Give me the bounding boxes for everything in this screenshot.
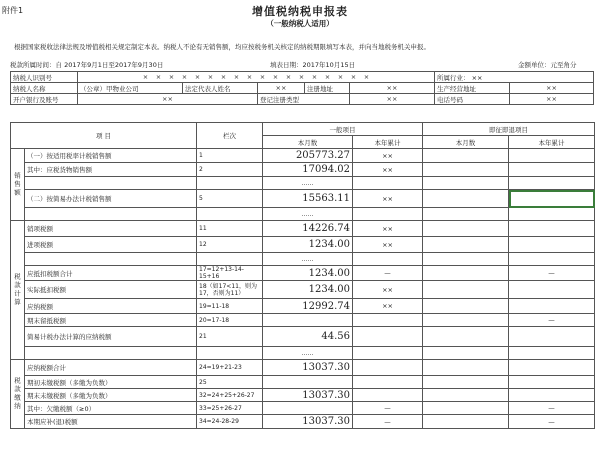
row-immediate-month[interactable] [423,347,509,360]
table-row [11,253,595,266]
table-row [11,237,595,253]
taxpayer-id-digit: × [181,73,188,81]
phone-label: 电话号码 [435,94,510,105]
fill-date: 填表日期：2017年10月15日 [270,61,356,69]
reg-address-value[interactable]: ×× [350,83,435,94]
prod-address-label: 生产经营地址 [435,83,510,94]
row-label: （二）按简易办法计税销售额 [25,190,197,208]
row-immediate-month[interactable] [423,415,509,429]
table-row [11,389,595,402]
form-title: 增值税纳税申报表 [252,5,348,18]
row-cumulative-value[interactable]: ×× [353,149,423,163]
table-row [11,347,595,360]
row-immediate-month[interactable] [423,327,509,347]
taxpayer-id-digit: × [168,73,175,81]
row-column-no: 25 [197,376,263,389]
row-immediate-month[interactable] [423,237,509,253]
row-column-no: 17=12+13-14-15+16 [197,266,263,281]
row-column-no: 32=24+25+26-27 [197,389,263,402]
column-no-header: 栏次 [197,123,263,149]
row-month-value[interactable]: 13037.30 [263,415,353,429]
row-label: 其中：应税货物销售额 [25,163,197,177]
table-row [11,177,595,190]
row-column-no [197,253,263,266]
table-row [11,266,595,281]
table-row [11,281,595,299]
taxpayer-id-digit: × [246,73,253,81]
table-row [11,415,595,429]
legal-rep-value[interactable]: ×× [258,83,305,94]
row-month-value[interactable]: 1234.00 [263,237,353,253]
item-header: 项 目 [11,123,197,149]
row-month-value[interactable] [263,402,353,415]
row-month-value[interactable]: 17094.02 [263,163,353,177]
row-immediate-cumulative[interactable] [509,281,595,299]
row-immediate-month[interactable] [423,314,509,327]
form-subtitle: （一般纳税人适用） [266,19,334,28]
row-cumulative-value[interactable] [353,208,423,221]
section-label-tax_pay: 税款缴纳 [11,360,25,429]
taxpayer-id-marks [139,73,373,81]
cumulative-header-2: 本年累计 [509,136,595,149]
taxpayer-id-digit: × [142,73,149,81]
form-intro: 根据国家税收法律法规及增值税相关规定制定本表。纳税人不论有无销售额，均应按税务机关核定的纳税期限填写本表，并向当地税务机关申报。 [14,43,430,51]
row-immediate-month[interactable] [423,360,509,376]
immediate-refund-header: 即征即退项目 [423,123,595,136]
row-immediate-cumulative[interactable] [509,299,595,314]
row-column-no [197,177,263,190]
taxpayer-name-label: 纳税人名称 [11,83,78,94]
row-month-value[interactable]: 1234.00 [263,266,353,281]
cumulative-header: 本年累计 [353,136,423,149]
industry-label: 所属行业： ×× [435,72,594,83]
table-row [11,190,595,208]
row-immediate-month[interactable] [423,190,509,208]
row-immediate-cumulative[interactable] [509,190,595,208]
appendix-label: 附件1 [2,6,24,15]
row-cumulative-value[interactable]: ×× [353,221,423,237]
row-column-no [197,208,263,221]
row-cumulative-value[interactable]: — [353,415,423,429]
taxpayer-info-table [10,71,594,105]
row-immediate-month[interactable] [423,208,509,221]
row-column-no [197,347,263,360]
row-month-value[interactable]: 205773.27 [263,149,353,163]
row-month-value[interactable]: ...... [263,177,353,190]
row-immediate-cumulative[interactable] [509,327,595,347]
row-immediate-cumulative[interactable] [509,177,595,190]
row-month-value[interactable] [263,376,353,389]
table-row [11,402,595,415]
table-row [11,360,595,376]
row-immediate-month[interactable] [423,221,509,237]
row-immediate-cumulative[interactable] [509,221,595,237]
row-cumulative-value[interactable] [353,389,423,402]
row-month-value[interactable]: 13037.30 [263,360,353,376]
row-cumulative-value[interactable] [353,253,423,266]
row-label [25,347,197,360]
row-column-no: 18（如17<11，则为17，否则为11） [197,281,263,299]
row-column-no: 33=25+26-27 [197,402,263,415]
row-column-no: 19=11-18 [197,299,263,314]
row-label [25,177,197,190]
row-month-value[interactable] [263,314,353,327]
row-cumulative-value[interactable] [353,360,423,376]
row-label: 应纳税额合计 [25,360,197,376]
row-immediate-cumulative[interactable]: — [509,314,595,327]
row-label: 期末留抵税额 [25,314,197,327]
row-immediate-cumulative[interactable] [509,376,595,389]
row-column-no: 21 [197,327,263,347]
row-immediate-cumulative[interactable] [509,360,595,376]
row-label: 简易计税办法计算的应纳税额 [25,327,197,347]
taxpayer-id-digit: × [259,73,266,81]
row-month-value[interactable]: ...... [263,208,353,221]
prod-address-value[interactable]: ×× [510,83,594,94]
taxpayer-id-digit: × [337,73,344,81]
row-label: 其中：欠缴税额（≥0） [25,402,197,415]
row-cumulative-value[interactable]: ×× [353,299,423,314]
row-cumulative-value[interactable]: ×× [353,190,423,208]
reg-type-value[interactable]: ×× [350,94,435,105]
month-header-2: 本月数 [423,136,509,149]
table-row [11,327,595,347]
row-immediate-month[interactable] [423,177,509,190]
row-month-value[interactable]: 44.56 [263,327,353,347]
row-column-no: 2 [197,163,263,177]
row-label [25,208,197,221]
row-cumulative-value[interactable] [353,347,423,360]
taxpayer-id-digit: × [272,73,279,81]
row-column-no: 1 [197,149,263,163]
row-immediate-cumulative[interactable]: — [509,266,595,281]
row-column-no: 24=19+21-23 [197,360,263,376]
taxpayer-id-digit: × [207,73,214,81]
section-label-sales: 销售额 [11,149,25,221]
declaration-table [10,122,595,429]
row-immediate-month[interactable] [423,266,509,281]
row-column-no: 12 [197,237,263,253]
row-column-no: 34=24-28-29 [197,415,263,429]
row-immediate-cumulative[interactable] [509,253,595,266]
table-row [11,376,595,389]
row-label: 期初未缴税额（多缴为负数） [25,376,197,389]
row-immediate-month[interactable] [423,281,509,299]
row-label: 进项税额 [25,237,197,253]
taxpayer-id-digit: × [194,73,201,81]
row-immediate-month[interactable] [423,402,509,415]
legal-rep-label: 法定代表人姓名 [183,83,258,94]
row-month-value[interactable]: 13037.30 [263,389,353,402]
reg-address-label: 注册地址 [305,83,350,94]
row-immediate-cumulative[interactable] [509,347,595,360]
general-project-header: 一般项目 [263,123,423,136]
row-column-no: 5 [197,190,263,208]
taxpayer-id-digit: × [220,73,227,81]
taxpayer-id-digit: × [285,73,292,81]
row-immediate-month[interactable] [423,389,509,402]
row-cumulative-value[interactable] [353,376,423,389]
row-immediate-month[interactable] [423,299,509,314]
row-cumulative-value[interactable]: — [353,402,423,415]
table-row [11,314,595,327]
row-cumulative-value[interactable]: ×× [353,237,423,253]
row-label [25,253,197,266]
taxpayer-name-value[interactable]: （公章）甲物业公司 [78,83,183,94]
row-month-value[interactable]: 14226.74 [263,221,353,237]
taxpayer-id-label: 纳税人识别号 [11,72,78,83]
taxpayer-id-field[interactable] [78,72,435,83]
taxpayer-id-digit: × [155,73,162,81]
row-column-no: 11 [197,221,263,237]
section-label-tax_calc: 税款计算 [11,221,25,360]
row-immediate-cumulative[interactable]: — [509,415,595,429]
row-cumulative-value[interactable]: ×× [353,163,423,177]
row-label: 应纳税额 [25,299,197,314]
row-month-value[interactable]: 1234.00 [263,281,353,299]
row-label: （一）按适用税率计税销售额 [25,149,197,163]
table-row [11,299,595,314]
table-row [11,221,595,237]
row-month-value[interactable]: ...... [263,347,353,360]
table-row [11,208,595,221]
bank-account-label: 开户银行及账号 [11,94,78,105]
industry-value: ×× [471,73,483,82]
month-header: 本月数 [263,136,353,149]
row-label: 实际抵扣税额 [25,281,197,299]
taxpayer-id-digit: × [363,73,370,81]
row-immediate-cumulative[interactable] [509,237,595,253]
table-row [11,163,595,177]
bank-account-value[interactable]: ×× [78,94,258,105]
row-immediate-cumulative[interactable] [509,208,595,221]
reg-type-label: 登记注册类型 [258,94,350,105]
row-column-no: 20=17-18 [197,314,263,327]
row-immediate-cumulative[interactable]: — [509,402,595,415]
taxpayer-id-digit: × [298,73,305,81]
amount-unit: 金额单位：元至角分 [518,61,577,69]
row-cumulative-value[interactable] [353,314,423,327]
row-label: 应抵扣税额合计 [25,266,197,281]
row-immediate-month[interactable] [423,376,509,389]
row-immediate-cumulative[interactable] [509,149,595,163]
row-immediate-cumulative[interactable] [509,163,595,177]
taxpayer-id-digit: × [324,73,331,81]
taxpayer-id-digit: × [311,73,318,81]
table-row [11,149,595,163]
taxpayer-id-digit: × [233,73,240,81]
row-immediate-month[interactable] [423,253,509,266]
row-label: 销项税额 [25,221,197,237]
row-cumulative-value[interactable]: ×× [353,281,423,299]
row-immediate-month[interactable] [423,163,509,177]
tax-period: 税款所属时间：自 2017年9月1日至2017年9月30日 [10,61,164,69]
taxpayer-id-digit: × [350,73,357,81]
row-cumulative-value[interactable] [353,327,423,347]
row-month-value[interactable]: 12992.74 [263,299,353,314]
row-label: 本期应补(退)税额 [25,415,197,429]
row-label: 期末未缴税额（多缴为负数） [25,389,197,402]
row-cumulative-value[interactable] [353,177,423,190]
row-cumulative-value[interactable]: — [353,266,423,281]
row-immediate-cumulative[interactable] [509,389,595,402]
row-month-value[interactable]: 15563.11 [263,190,353,208]
row-immediate-month[interactable] [423,149,509,163]
phone-value[interactable]: ×× [510,94,594,105]
row-month-value[interactable]: ...... [263,253,353,266]
